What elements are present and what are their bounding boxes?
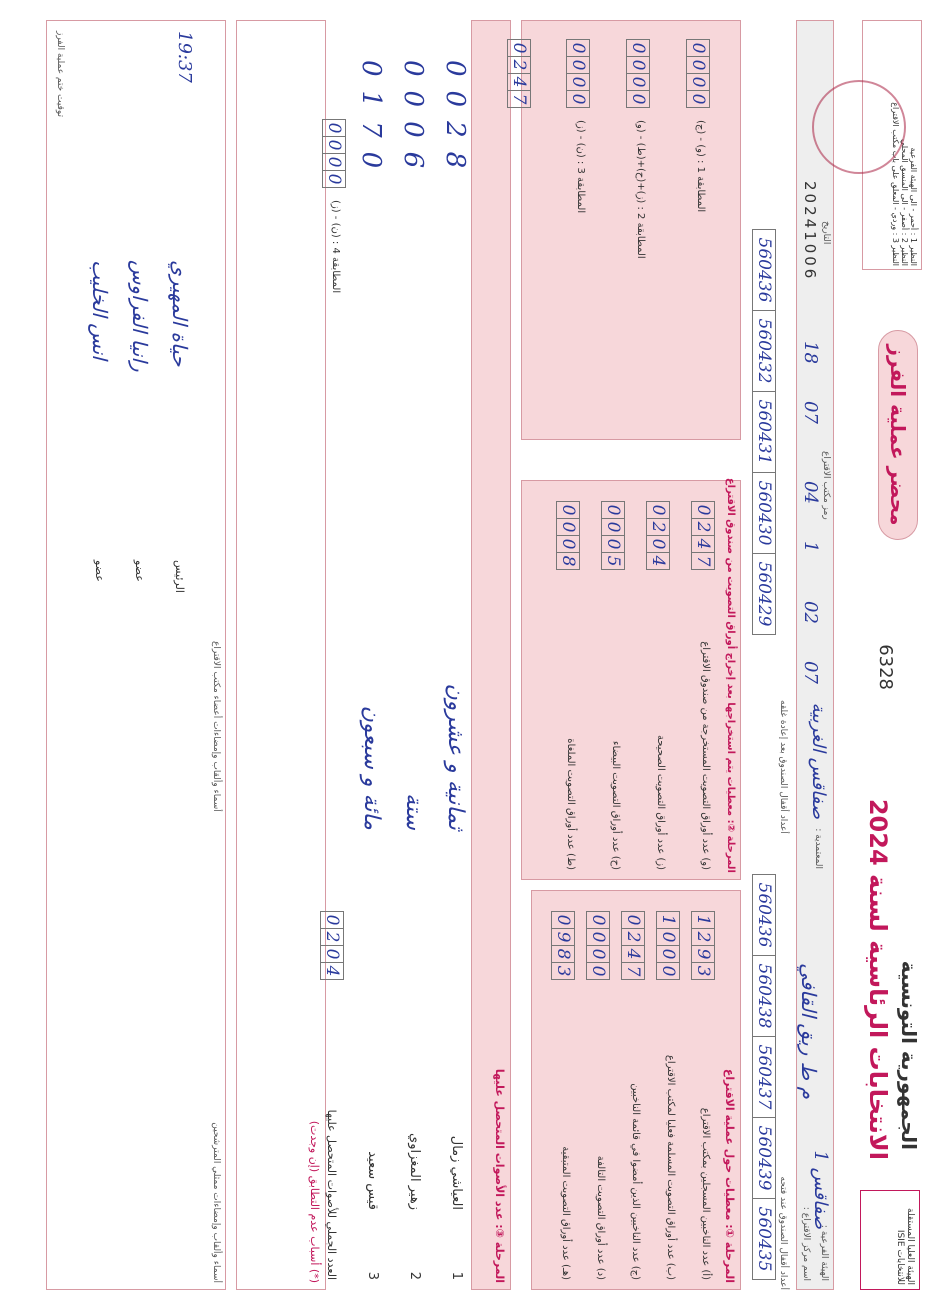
- date: 20241006: [801, 181, 819, 282]
- stage2-row-label: (ز) عدد أوراق التصويت الصحيحة: [655, 734, 666, 870]
- candidate-name: قيس سعيد: [365, 1151, 380, 1210]
- candidate-name: زهير المغزاوي: [407, 1133, 422, 1210]
- deleg-code: 04: [800, 481, 821, 504]
- circ-code: 1: [800, 541, 821, 553]
- stage3-header: المرحلة ③: عدد الأصوات المتحصل عليها: [471, 20, 511, 1290]
- stage1-row-value: 1 2 9 3: [691, 912, 715, 980]
- stage1-row-label: (أ) عدد الناخبين المسجلين بمكتب الاقتراع: [700, 1107, 711, 1280]
- signatures-box: أسماء وألقاب وإمضاءات ممثلي المترشحين أسماء وألقاب وإمضاءات أعضاء مكتب الاقتراع توقيت ختم عملية الفرز 19:37: [46, 20, 226, 1290]
- check-label: المطابقة 3 : (ن) - (ز): [575, 120, 586, 214]
- location-band: الهيئة الفرعية : صفاقس 1 اسم مركز الاقتراع : م ط ريق القافي المعتمدية : صفاقس الغربية رمز مكتب الاقتراع 07 02 1 04 07 18 التاريخ 20241006: [796, 20, 834, 1290]
- check-label: المطابقة 1 : (و) - (ج): [695, 120, 706, 213]
- candidate-num: 3: [365, 1271, 380, 1280]
- stage2-row-label: (ط) عدد أوراق التصويت الملغاة: [565, 738, 576, 870]
- stage1-row-label: (ج) عدد الناخبين الذين أمضوا في قائمة الناخبين: [630, 1083, 641, 1280]
- sum-value: 0 2 4 7: [507, 40, 531, 108]
- candidate-name: العياشي زمال: [449, 1135, 464, 1210]
- stage1-row-value: 0 9 8 3: [551, 912, 575, 980]
- member-name: انس الخليب: [88, 260, 112, 360]
- candidate-words: ستة: [401, 793, 426, 830]
- stage1-locks: 560436 560438 560437 560439 560435: [752, 875, 776, 1280]
- check-value: 0 0 0 0: [686, 40, 710, 108]
- stage2-row-value: 0 0 0 8: [556, 502, 580, 570]
- closing-time: 19:37: [174, 31, 195, 83]
- check-label: المطابقة 2 : (ز)+(ح)+(ط) - (و): [635, 120, 646, 259]
- candidate-num: 2: [407, 1271, 422, 1280]
- member-role: الرئيس: [173, 560, 186, 593]
- election-title: الانتخابات الرئاسية لسنة 2024: [864, 798, 892, 1160]
- region-code: 18: [800, 341, 821, 364]
- official-stamp: [812, 80, 906, 174]
- candidate-words: ثمانية و عشرون: [443, 683, 468, 830]
- copy-2: النظير 2 : أصفر - الى المنسق المحلي: [900, 138, 909, 266]
- stage1-row-value: 1 0 0 0: [656, 912, 680, 980]
- candidate-digits: 0170: [356, 60, 386, 183]
- stage2-row-value: 0 2 4 7: [691, 502, 715, 570]
- stage1-row-label: (د) عدد أوراق التصويت التالفة: [595, 1155, 606, 1280]
- check4-label: المطابقة 4 : (ن) - (ز): [330, 200, 341, 294]
- candidate-digits: 0028: [440, 60, 470, 183]
- office-code: 07: [800, 661, 821, 684]
- stage2-panel: المرحلة ②: معطيات يتم استخراجها بعد إخراج أوراق التصويت من صندوق الاقتراع: [521, 480, 741, 880]
- stage2-row-label: (ح) عدد أوراق التصويت البيضاء: [610, 740, 621, 870]
- total-label: العدد الجملي للأصوات المتحصل عليها: [325, 1109, 338, 1280]
- center-code: 02: [800, 601, 821, 624]
- stage2-locks: 560436 560432 560431 560430 560429: [752, 230, 776, 635]
- report-title: محضر عملية الفرز: [878, 330, 918, 540]
- stage2-row-value: 0 0 0 5: [601, 502, 625, 570]
- republic-title: الجمهورية التونسية: [897, 960, 921, 1150]
- stage1-panel: المرحلة ①: معطيات حول عملية الاقتراع: [531, 890, 741, 1290]
- stage1-row-value: 0 0 0 0: [586, 912, 610, 980]
- notes-box: (*) أسباب عدم التطابق (إن وجدت): [236, 20, 326, 1290]
- check4-value: 0 0 0 0: [322, 120, 346, 188]
- candidate-digits: 0006: [398, 60, 428, 183]
- stage2-row-label: (و) عدد أوراق التصويت المستخرجة من صندوق الاقتراع: [700, 641, 711, 870]
- doc-number: 6328: [875, 644, 896, 690]
- isie-logo: الهيئة العليا المستقلة للانتخابات ISIE: [860, 1190, 920, 1290]
- check-value: 0 0 0 0: [626, 40, 650, 108]
- sub-code: 07: [800, 401, 821, 424]
- member-name: حياة المهيري: [168, 260, 192, 367]
- candidate-num: 1: [449, 1271, 464, 1280]
- copy-1: النظير 1 : أحمر - الى الهيئة الفرعية: [909, 147, 918, 266]
- member-role: عضو: [133, 560, 146, 582]
- stage2-row-value: 0 2 0 4: [646, 502, 670, 570]
- rotated-form: الجمهورية التونسية الانتخابات الرئاسية لسنة 2024 6328 الهيئة العليا المستقلة للانتخابات ISIE محضر عملية الفرز النظير 1 : أحمر - الى الهيئة الفرعية النظير 2 : أصفر - الى المنسق المحلي النظير 3 : وردي - المعلق على باب مكتب الاقتراع الهيئة الفرعية : صفاقس 1 اسم مركز الاقتراع : م ط ريق القافي المعتمدية : صفاقس الغربية رمز مكتب الاقتراع 07 02 1 04 07 18 التاريخ 20241006 أعداد أقفال الصندوق عند فتحه أعداد أقفال الصندوق بعد إعادة غلقه 560436 560438 560437 560439 560435 560436 560432 560431 560430 560429 المرحلة ①: معطيات حول عملية الاقتراع المرحلة ②: معطيات يتم استخراجها بعد إخراج أوراق التصويت من صندوق الاقتراع المرحلة ③: عدد الأصوات المتحصل عليها (*) أسباب عدم التطابق (إن وجدت) أسماء وألقاب وإمضاءات ممثلي المترشحين أسماء وألقاب وإمضاءات أعضاء مكتب الاقتراع توقيت ختم عملية الفرز 19:37 (أ) عدد الناخبين المسجلين بمكتب الاقتراع 1 2 9 3 (ب) عدد أوراق التصويت المسلمة فعليا لمكتب الاقتراع 1 0 0 0 (ج) عدد الناخبين الذين أمضوا في قائمة الناخبين 0 2 4 7 (د) عدد أوراق التصويت التالفة 0 0 0 0 (هـ) عدد أوراق التصويت المتبقية 0 9 8 3 (و) عدد أوراق التصويت المستخرجة من صندوق الاقتراع 0 2 4 7 (ز) عدد أوراق التصويت الصحيحة 0 2 0 4 (ح) عدد أوراق التصويت البيضاء 0 0 0 5 (ط) عدد أوراق التصويت الملغاة 0 0 0 8 المطابقة 1 : (و) - (ج) 0 0 0 0 المطابقة 2 : (ز)+(ح)+(ط) - (و) 0 0 0 0 المطابقة 3 : (ن) - (ز) 0 0 0 0 0 2 4 7 1 العياشي زمال ثمانية و عشرون 0028 2 زهير المغزاوي ستة 0006 3 قيس سعيد مائة و سبعون 0170 العدد الجملي للأصوات المتحصل عليها 0 2 0 4 المطابقة 4 : (ن) - (ز) 0 0 0 0 الرئيس حياة المهيري عضو رانيا الفراوس عضو انس الخليب: [0, 0, 926, 1310]
- copy-3: النظير 3 : وردي - المعلق على باب مكتب الاقتراع: [891, 102, 900, 266]
- stage1-row-value: 0 2 4 7: [621, 912, 645, 980]
- member-role: عضو: [93, 560, 106, 582]
- stage1-row-label: (هـ) عدد أوراق التصويت المتبقية: [560, 1146, 571, 1280]
- check-value: 0 0 0 0: [566, 40, 590, 108]
- candidate-words: مائة و سبعون: [359, 705, 384, 830]
- stage1-row-label: (ب) عدد أوراق التصويت المسلمة فعليا لمكتب الاقتراع: [665, 1054, 676, 1280]
- total-value: 0 2 0 4: [320, 912, 344, 980]
- member-name: رانيا الفراوس: [128, 260, 152, 372]
